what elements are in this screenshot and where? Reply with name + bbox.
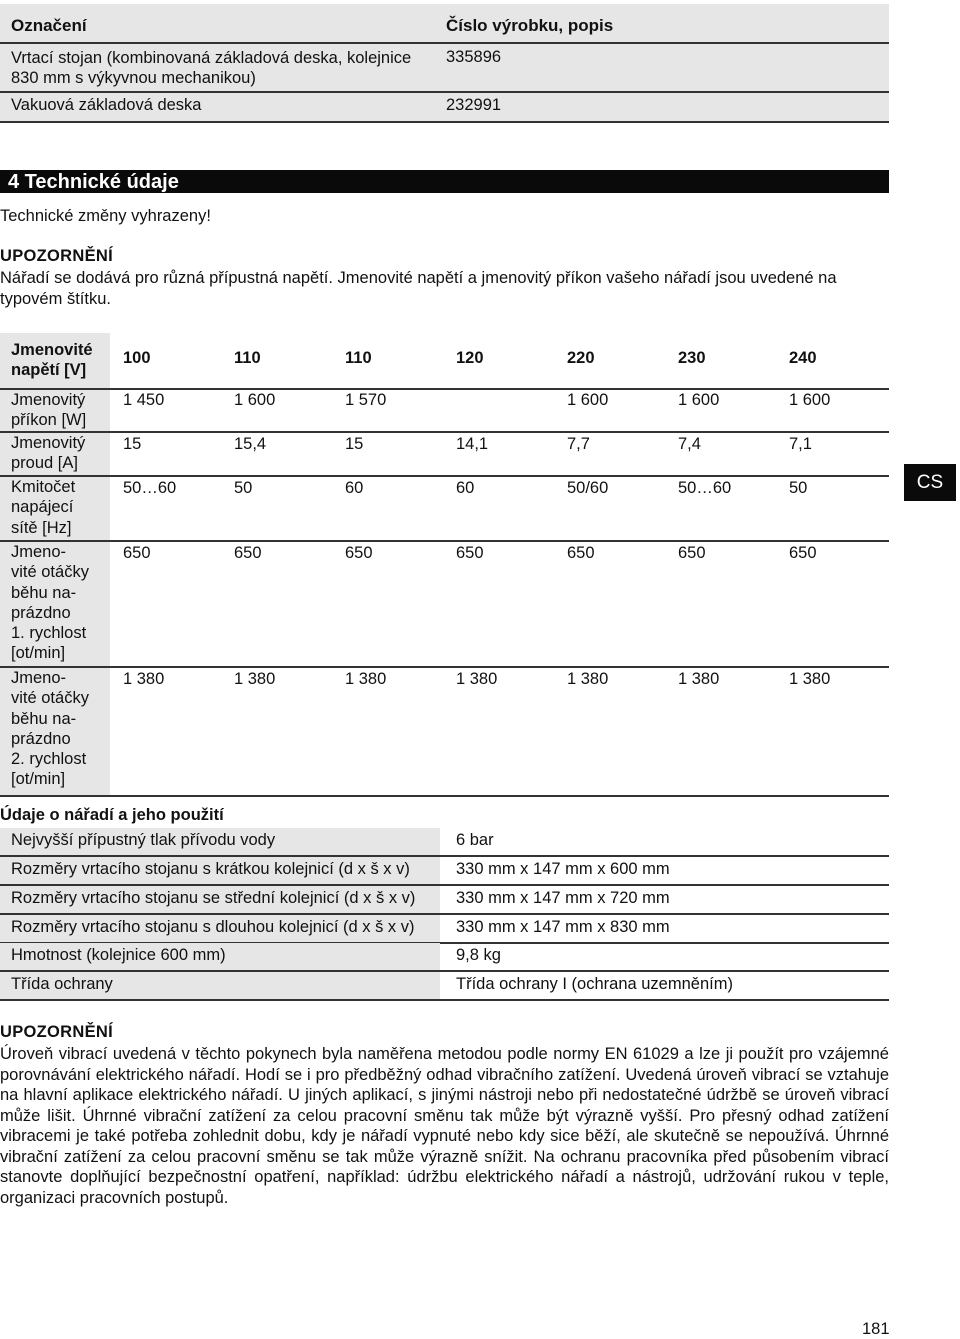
usage-value: Třída ochrany I (ochrana uzemněním) xyxy=(456,975,733,993)
row-divider xyxy=(0,795,889,797)
voltage-cell: 650 xyxy=(345,544,373,562)
voltage-cell: 1 380 xyxy=(123,670,165,688)
accessory-name: Vakuová základová deska xyxy=(11,96,202,114)
usage-label: Rozměry vrtacího stojanu se střední kolejnicí (d x š x v) xyxy=(11,889,416,907)
voltage-cell: 650 xyxy=(234,544,262,562)
warning-text-line: Nářadí se dodává pro různá přípustná napětí. Jmenovité napětí a jmenovitý příkon vašeho nářadí jsou uvedené na xyxy=(0,269,837,287)
voltage-cell: 60 xyxy=(456,479,475,497)
table-row xyxy=(0,886,889,915)
voltage-cell: 60 xyxy=(345,479,364,497)
accessories-col-number: Číslo výrobku, popis xyxy=(446,16,614,35)
accessory-number: 232991 xyxy=(446,96,502,114)
table-row xyxy=(0,44,889,93)
usage-value: 330 mm x 147 mm x 720 mm xyxy=(456,889,670,907)
voltage-cell: 50…60 xyxy=(678,479,732,497)
voltage-cell: 220 xyxy=(567,349,595,367)
voltage-cell: 50 xyxy=(234,479,253,497)
voltage-row-label: Jmenovitý proud [A] xyxy=(11,434,86,473)
voltage-cell: 1 450 xyxy=(123,391,165,409)
table-row xyxy=(0,93,889,123)
voltage-cell: 240 xyxy=(789,349,817,367)
voltage-cell: 14,1 xyxy=(456,435,489,453)
voltage-row-label: Jmeno- vité otáčky běhu na- prázdno 1. rychlost [ot/min] xyxy=(11,543,89,663)
voltage-cell: 15,4 xyxy=(234,435,267,453)
voltage-cell: 650 xyxy=(123,544,151,562)
row-divider xyxy=(0,540,889,542)
usage-value: 6 bar xyxy=(456,831,494,849)
voltage-cell: 1 600 xyxy=(234,391,276,409)
usage-table-title: Údaje o nářadí a jeho použití xyxy=(0,806,224,824)
vibration-warning-title: UPOZORNĚNÍ xyxy=(0,1023,114,1041)
voltage-cell: 7,1 xyxy=(789,435,812,453)
voltage-row-label: Jmenovitý příkon [W] xyxy=(11,391,87,430)
voltage-cell: 120 xyxy=(456,349,484,367)
usage-value: 9,8 kg xyxy=(456,946,501,964)
voltage-cell: 230 xyxy=(678,349,706,367)
voltage-cell: 1 380 xyxy=(456,670,498,688)
accessories-header-row xyxy=(0,4,889,44)
usage-label: Hmotnost (kolejnice 600 mm) xyxy=(11,946,226,964)
row-divider xyxy=(0,475,889,477)
voltage-cell: 1 600 xyxy=(567,391,609,409)
section-title: 4 Technické údaje xyxy=(0,170,889,193)
usage-label: Rozměry vrtacího stojanu s dlouhou kolejnicí (d x š x v) xyxy=(11,918,415,936)
usage-value: 330 mm x 147 mm x 600 mm xyxy=(456,860,670,878)
voltage-row-label: Kmitočet napájecí sítě [Hz] xyxy=(11,478,76,537)
voltage-cell: 100 xyxy=(123,349,151,367)
vibration-warning-text: Úroveň vibrací uvedená v těchto pokynech byla naměřena metodou podle normy EN 61029 a lze ji použít pro vzájemné porovnávání elektrického nářadí. Hodí se i pro předběžný odhad vibračního zatížení. Uvedená úroveň vibrací se vztahuje na hlavní aplikace elektrického nářadí. U jiných aplikací, s jinými nástroji nebo při nedostatečné údržbě se úroveň vibrací může lišit. Úhrnné vibrační zatížení za celou pracovní směnu tak může být výrazně vyšší. Pro přesný odhad zatížení vibracemi je také potřeba zohlednit dobu, kdy je nářadí vypnuté nebo kdy sice běží, ale skutečně se nepoužívá. Úhrnné vibrační zatížení za celou pracovní směnu se tak může výrazně snížit. Na ochranu pracovníka před působením vibrací stanovte doplňující bezpečnostní opatření, například: údržbu elektrického nářadí a nástrojů, udržování rukou v teple, organizaci pracovních postupů. xyxy=(0,1045,889,1207)
row-divider xyxy=(0,431,889,433)
accessories-table xyxy=(0,4,889,123)
table-row xyxy=(0,972,889,1001)
usage-label: Nejvyšší přípustný tlak přívodu vody xyxy=(11,831,276,849)
language-tab: CS xyxy=(904,464,956,501)
voltage-cell: 1 380 xyxy=(678,670,720,688)
warning-text-line: typovém štítku. xyxy=(0,290,111,308)
voltage-cell: 650 xyxy=(678,544,706,562)
voltage-row-label: Jmeno- vité otáčky běhu na- prázdno 2. rychlost [ot/min] xyxy=(11,669,89,789)
voltage-cell: 7,4 xyxy=(678,435,701,453)
voltage-cell: 1 380 xyxy=(345,670,387,688)
voltage-cell: 1 600 xyxy=(789,391,831,409)
voltage-cell: 110 xyxy=(234,349,261,367)
table-row xyxy=(0,828,889,857)
voltage-row-label: Jmenovité napětí [V] xyxy=(11,341,93,380)
accessory-number: 335896 xyxy=(446,48,502,66)
voltage-cell: 50 xyxy=(789,479,808,497)
voltage-cell: 650 xyxy=(789,544,817,562)
voltage-cell: 1 600 xyxy=(678,391,720,409)
voltage-cell: 650 xyxy=(456,544,484,562)
voltage-cell: 50…60 xyxy=(123,479,177,497)
technical-changes-note: Technické změny vyhrazeny! xyxy=(0,207,211,225)
page-number: 181 xyxy=(862,1320,890,1338)
voltage-cell: 110 xyxy=(345,349,372,367)
voltage-cell: 1 570 xyxy=(345,391,387,409)
voltage-cell: 1 380 xyxy=(789,670,831,688)
accessories-col-designation: Označení xyxy=(11,16,87,35)
voltage-cell: 1 380 xyxy=(567,670,609,688)
voltage-cell: 650 xyxy=(567,544,595,562)
usage-value: 330 mm x 147 mm x 830 mm xyxy=(456,918,670,936)
voltage-cell: 15 xyxy=(123,435,142,453)
warning-title: UPOZORNĚNÍ xyxy=(0,247,114,265)
usage-label: Rozměry vrtacího stojanu s krátkou kolejnicí (d x š x v) xyxy=(11,860,410,878)
table-row xyxy=(0,857,889,886)
voltage-cell: 7,7 xyxy=(567,435,590,453)
usage-label: Třída ochrany xyxy=(11,975,113,993)
accessory-name: Vrtací stojan (kombinovaná základová deska, kolejnice 830 mm s výkyvnou mechanikou) xyxy=(11,49,412,87)
table-row xyxy=(0,943,889,972)
voltage-cell: 1 380 xyxy=(234,670,276,688)
row-divider xyxy=(0,666,889,668)
table-row xyxy=(0,915,889,944)
voltage-cell: 50/60 xyxy=(567,479,609,497)
voltage-cell: 15 xyxy=(345,435,364,453)
